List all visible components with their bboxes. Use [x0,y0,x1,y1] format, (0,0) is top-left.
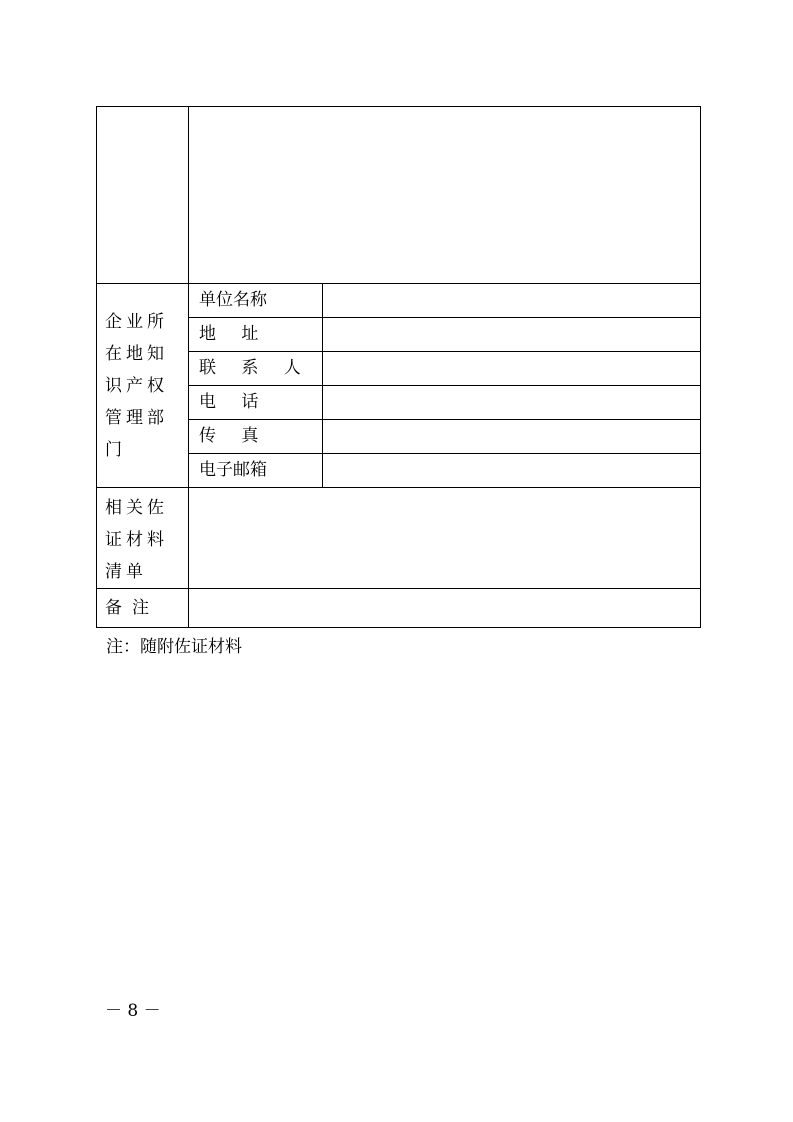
fax-field[interactable] [323,420,701,454]
top-row-content-cell[interactable] [189,107,701,284]
attachment-note: 注：随附佐证材料 [106,637,242,657]
email-field[interactable] [323,454,701,488]
phone-label: 电 话 [189,386,323,420]
top-row-label-cell [97,107,189,284]
top-form-row [97,107,701,284]
application-form-table [96,106,701,628]
page-number: － 8 － [105,1001,161,1021]
fax-label: 传 真 [189,420,323,454]
contact-person-field[interactable] [323,352,701,386]
email-label: 电子邮箱 [189,454,323,488]
contact-person-label: 联 系 人 [189,352,323,386]
materials-list-field[interactable] [189,488,701,589]
phone-field[interactable] [323,386,701,420]
unit-name-label: 单位名称 [189,284,323,318]
materials-list-label: 相关佐证材料清单 [97,488,189,589]
unit-name-field[interactable] [323,284,701,318]
ip-department-label: 企业所在地知识产权管理部门 [97,284,189,488]
remarks-field[interactable] [189,589,701,628]
address-label: 地 址 [189,318,323,352]
address-field[interactable] [323,318,701,352]
remarks-label: 备注 [97,589,189,628]
remarks-row [97,589,701,628]
ip-department-row [97,284,701,318]
materials-row [97,488,701,589]
